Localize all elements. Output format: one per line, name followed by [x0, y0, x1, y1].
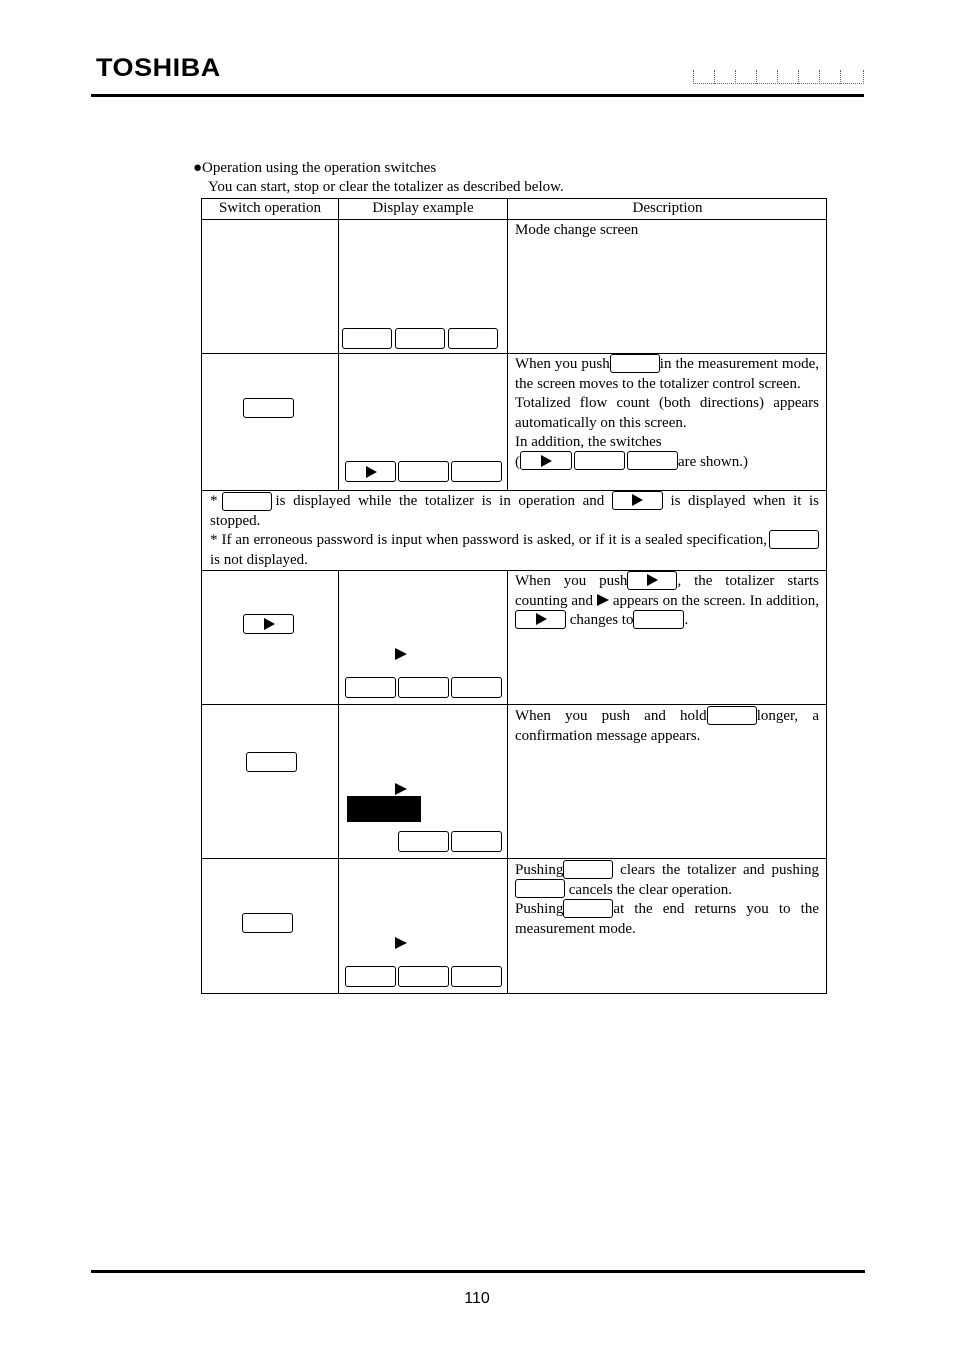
inline-play-switch-icon [520, 451, 572, 470]
page-number: 110 [464, 1290, 490, 1307]
display-switch-blank [345, 677, 396, 698]
display-play-switch-icon [345, 461, 396, 482]
running-indicator-icon [395, 648, 407, 660]
switch-key[interactable] [242, 913, 293, 933]
table-note: * is displayed while the totalizer is in operation and is displayed when it is stopped. * If an erroneous password is input when password is asked, or if it is a sealed specification, is not displayed. [210, 492, 819, 570]
running-indicator-icon [395, 783, 407, 795]
display-switch-blank [345, 966, 396, 987]
inline-switch [222, 492, 272, 511]
intro-heading: ●Operation using the operation switches [193, 160, 437, 176]
row2-description: When you push in the measurement mode, the screen moves to the totalizer control screen. Totalized flow count (both directions) appears automatically on this screen. In addition, the switches ( are shown.) [515, 355, 819, 472]
display-switch-blank [451, 831, 502, 852]
inline-play-switch-icon [612, 491, 663, 510]
inline-switch [633, 610, 684, 629]
display-switch-blank [342, 328, 392, 349]
display-switch-blank [398, 677, 449, 698]
toshiba-logo: TOSHIBA [96, 54, 221, 82]
play-switch-button[interactable] [243, 614, 294, 634]
inline-switch [769, 530, 819, 549]
inline-play-switch-icon [515, 610, 566, 629]
display-switch-blank [451, 677, 502, 698]
row5-description: When you push and hold longer, a confirmation message appears. [515, 707, 819, 746]
inline-switch [515, 879, 565, 898]
inline-switch [563, 860, 613, 879]
display-switch-blank [451, 461, 502, 482]
footer-rule [91, 1270, 865, 1273]
inline-play-switch-icon [627, 571, 677, 590]
inline-switch [574, 451, 625, 470]
switch-key[interactable] [243, 398, 294, 418]
operation-table [201, 198, 827, 994]
switch-key[interactable] [246, 752, 297, 772]
display-switch-blank [398, 831, 449, 852]
row1-description: Mode change screen [515, 222, 639, 238]
intro-text: You can start, stop or clear the totalizer as described below. [208, 179, 564, 195]
running-indicator-icon [395, 937, 407, 949]
inline-switch [627, 451, 678, 470]
inline-switch [707, 706, 757, 725]
display-switch-blank [398, 461, 449, 482]
inline-running-indicator-icon [597, 594, 609, 606]
row4-description: When you push , the totalizer starts counting and appears on the screen. In addition, changes to . [515, 572, 819, 631]
inline-switch [610, 354, 660, 373]
header-tick-marks [693, 70, 864, 84]
col-header-description: Description [632, 200, 703, 216]
display-switch-blank [451, 966, 502, 987]
inline-switch [563, 899, 613, 918]
display-switch-blank [395, 328, 445, 349]
col-header-display: Display example [372, 200, 474, 216]
display-switch-blank [398, 966, 449, 987]
header-rule [91, 94, 864, 97]
confirmation-message-highlight [347, 796, 421, 822]
row6-description: Pushing clears the totalizer and pushing cancels the clear operation. Pushing at the end returns you to the measurement mode. [515, 861, 819, 939]
display-switch-blank [448, 328, 498, 349]
col-header-switch: Switch operation [218, 200, 322, 216]
